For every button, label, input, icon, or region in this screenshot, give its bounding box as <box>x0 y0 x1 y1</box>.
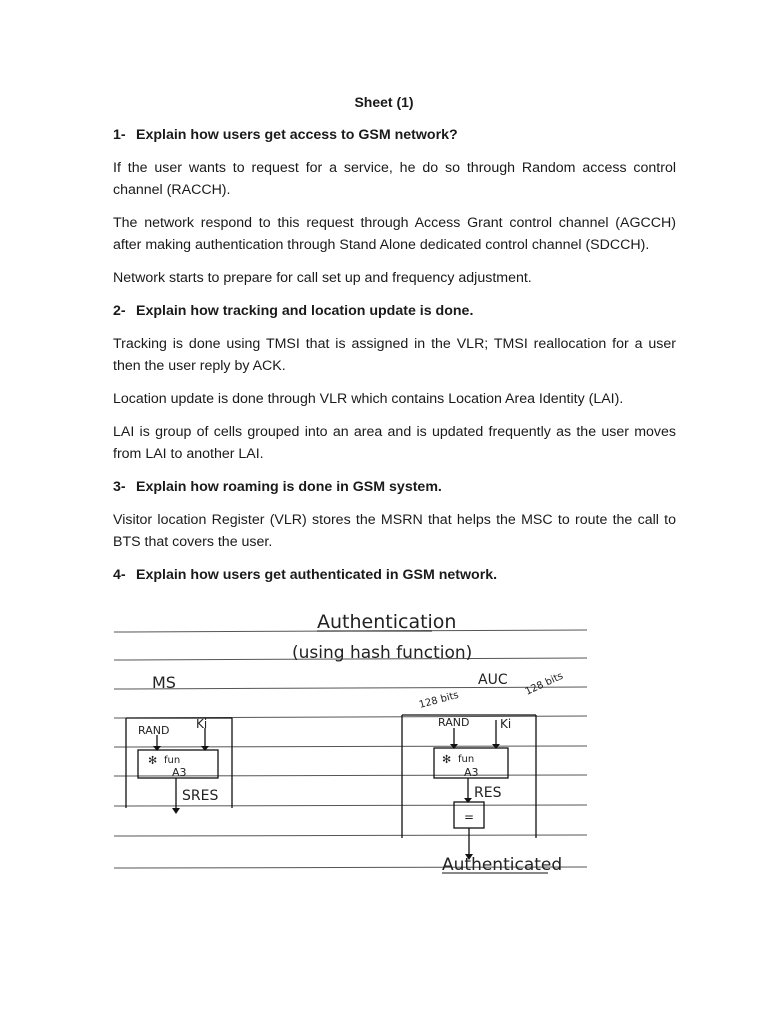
arrowhead <box>172 808 180 814</box>
question-number: 4- <box>113 567 126 583</box>
question-text: Explain how roaming is done in GSM system. <box>136 479 442 495</box>
ruled-line <box>114 746 587 747</box>
auc-rand-label: RAND <box>438 716 470 729</box>
ms-a3-label: A3 <box>172 766 187 779</box>
question-number: 3- <box>113 479 126 495</box>
auc-label: AUC <box>478 672 508 688</box>
auc-res-label: RES <box>474 785 502 801</box>
authentication-sketch <box>112 600 592 885</box>
question-1-heading <box>113 124 676 146</box>
question-text: Explain how users get access to GSM network? <box>136 127 458 143</box>
ruled-line <box>114 687 587 689</box>
document-body <box>113 124 676 597</box>
question-2-heading <box>113 300 676 322</box>
auc-ki-label: Ki <box>500 717 512 731</box>
ms-sres-label: SRES <box>182 788 219 804</box>
answer-2-paragraph-2: Location update is done through VLR which contains Location Area Identity (LAI). <box>113 391 624 407</box>
question-number: 1- <box>113 127 126 143</box>
ms-ki-label: Ki <box>196 717 208 731</box>
ms-rand-label: RAND <box>138 724 170 737</box>
ms-label: MS <box>152 673 176 692</box>
page-title: Sheet (1) <box>354 94 414 110</box>
answer-2-paragraph-1: Tracking is done using TMSI that is assigned in the VLR; TMSI reallocation for a user then the user reply by ACK. <box>113 336 676 374</box>
answer-1-paragraph-2: The network respond to this request through Access Grant control channel (AGCCH) after making authentication through Stand Alone dedicated control channel (SDCCH). <box>113 215 676 253</box>
diagram-title: Authentication <box>317 611 457 633</box>
question-3-heading <box>113 476 676 498</box>
ruled-line <box>114 805 587 806</box>
auc-bits-ki: 128 bits <box>523 670 566 698</box>
ruled-line <box>114 835 587 836</box>
ms-fun-label: fun <box>164 755 181 766</box>
auc-bits-rand: 128 bits <box>417 689 460 711</box>
authentication-diagram <box>112 600 592 885</box>
question-number: 2- <box>113 303 126 319</box>
answer-1-paragraph-1: If the user wants to request for a service, he do so through Random access control channel (RACCH). <box>113 160 676 198</box>
answer-1-paragraph-3: Network starts to prepare for call set up and frequency adjustment. <box>113 270 532 286</box>
answer-3-paragraph-1: Visitor location Register (VLR) stores the MSRN that helps the MSC to route the call to BTS that covers the user. <box>113 512 676 550</box>
compare-symbol: = <box>464 810 475 824</box>
question-text: Explain how tracking and location update is done. <box>136 303 474 319</box>
question-4-heading <box>113 564 676 586</box>
auc-hash-symbol: ✻ <box>442 753 452 766</box>
result-label: Authenticated <box>442 855 563 875</box>
diagram-subtitle: (using hash function) <box>292 643 473 663</box>
auc-a3-label: A3 <box>464 766 479 779</box>
ms-hash-symbol: ✻ <box>148 754 158 767</box>
answer-2-paragraph-3: LAI is group of cells grouped into an area and is updated frequently as the user moves from LAI to another LAI. <box>113 424 676 462</box>
auc-fun-label: fun <box>458 754 475 765</box>
question-text: Explain how users get authenticated in GSM network. <box>136 567 498 583</box>
